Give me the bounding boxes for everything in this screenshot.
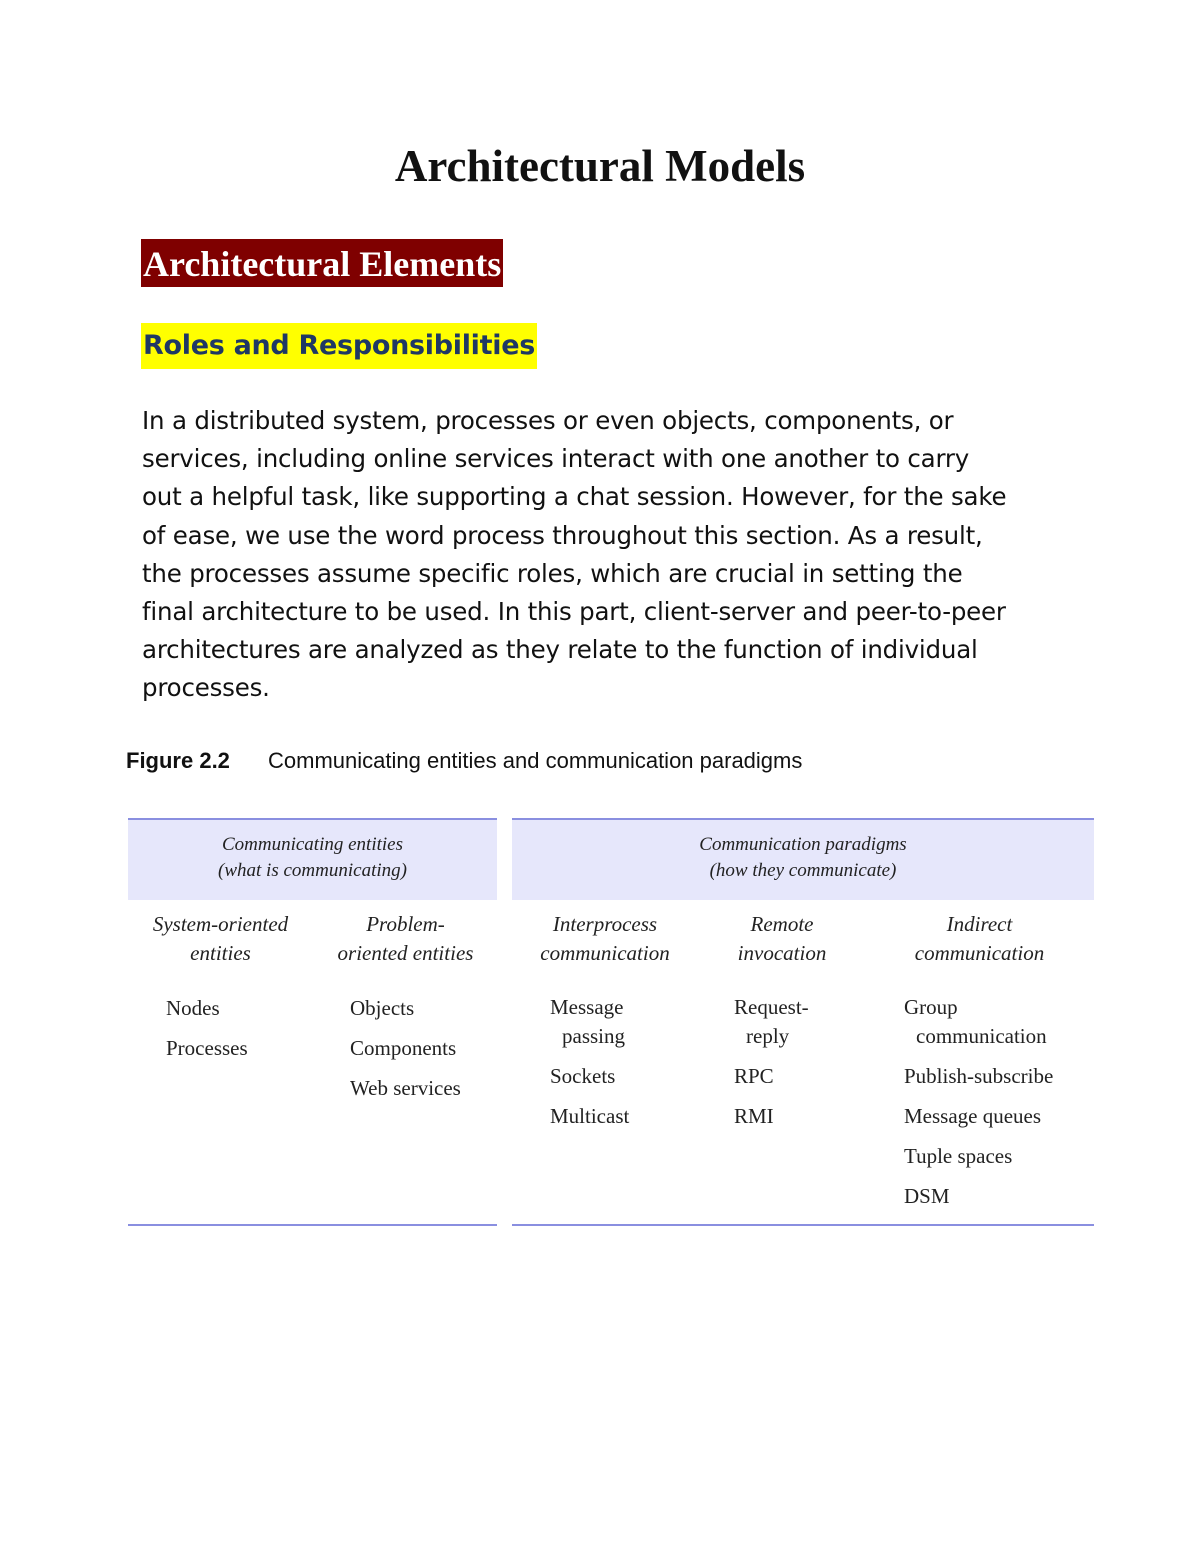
list-item-line: Group <box>904 995 958 1019</box>
table-header-left <box>128 820 497 900</box>
header-subtitle: (what is communicating) <box>218 860 407 881</box>
header-title: Communication paradigms <box>699 834 907 855</box>
column-heading <box>128 910 313 968</box>
paragraph-line: the processes assume specific roles, which are crucial in setting the <box>142 558 963 588</box>
column-heading-line: communication <box>540 941 670 965</box>
list-item: RPC <box>734 1064 774 1088</box>
column-items <box>707 993 857 1131</box>
column-items <box>128 993 313 1063</box>
figure-caption-text: Communicating entities and communication paradigms <box>268 748 803 773</box>
paragraph-line: out a helpful task, like supporting a chat session. However, for the sake <box>142 482 1007 512</box>
column-heading <box>887 910 1072 968</box>
column-heading <box>707 910 857 968</box>
list-item <box>734 993 857 1051</box>
column-problem-oriented <box>318 910 493 1113</box>
column-items <box>318 993 493 1103</box>
list-item-line: communication <box>916 1024 1047 1048</box>
paragraph-line: of ease, we use the word process throughout this section. As a result, <box>142 520 983 550</box>
column-heading-line: Remote <box>750 912 814 936</box>
list-item: RMI <box>734 1104 774 1128</box>
column-heading-line: Indirect <box>946 912 1013 936</box>
body-paragraph <box>142 402 1082 708</box>
paragraph-line: final architecture to be used. In this part, client-server and peer-to-peer <box>142 597 1006 627</box>
list-item-line: Message <box>550 995 624 1019</box>
list-item-line: Request- <box>734 995 809 1019</box>
list-item <box>904 993 1072 1051</box>
paragraph-line: architectures are analyzed as they relate to the function of individual <box>142 635 978 665</box>
list-item-line: reply <box>746 1024 790 1048</box>
page-title: Architectural Models <box>394 141 806 191</box>
column-heading-line: Problem- <box>366 912 445 936</box>
column-system-oriented <box>128 910 313 1073</box>
column-heading-line: System-oriented <box>152 912 289 936</box>
column-heading-line: communication <box>914 941 1045 965</box>
section-heading: Architectural Elements <box>141 239 503 287</box>
list-item: Publish-subscribe <box>904 1064 1054 1088</box>
list-item: Tuple spaces <box>904 1144 1013 1168</box>
column-heading <box>318 910 493 968</box>
list-item: Nodes <box>166 996 220 1020</box>
list-item: Objects <box>350 996 415 1020</box>
paragraph-line: processes. <box>142 673 270 703</box>
table-header-right <box>512 820 1094 900</box>
list-item: Multicast <box>550 1104 630 1128</box>
column-items <box>887 993 1072 1211</box>
header-subtitle: (how they communicate) <box>709 860 897 881</box>
column-indirect <box>887 910 1072 1221</box>
column-heading-line: oriented entities <box>337 941 474 965</box>
list-item: Web services <box>350 1076 461 1100</box>
list-item: Components <box>350 1036 457 1060</box>
communicating-entities-table <box>128 818 497 1226</box>
list-item <box>550 993 690 1051</box>
table-bottom-rule <box>128 1224 497 1226</box>
figure-label: Figure 2.2 <box>126 748 230 773</box>
list-item: DSM <box>904 1184 950 1208</box>
table-bottom-rule <box>512 1224 1094 1226</box>
paragraph-line: In a distributed system, processes or even objects, components, or <box>142 406 954 435</box>
list-item: Sockets <box>550 1064 616 1088</box>
communication-paradigms-table <box>512 818 1094 1226</box>
list-item-line: passing <box>562 1024 625 1048</box>
column-heading-line: invocation <box>737 941 827 965</box>
column-heading-line: entities <box>190 941 251 965</box>
header-title: Communicating entities <box>221 834 403 855</box>
figure-caption <box>126 748 802 774</box>
list-item: Message queues <box>904 1104 1042 1128</box>
column-heading <box>520 910 690 968</box>
column-remote-invocation <box>707 910 857 1141</box>
column-interprocess <box>520 910 690 1141</box>
column-items <box>520 993 690 1131</box>
paragraph-line: services, including online services interact with one another to carry <box>142 444 970 474</box>
list-item: Processes <box>166 1036 248 1060</box>
column-heading-line: Interprocess <box>552 912 658 936</box>
subsection-heading: Roles and Responsibilities <box>141 323 537 369</box>
